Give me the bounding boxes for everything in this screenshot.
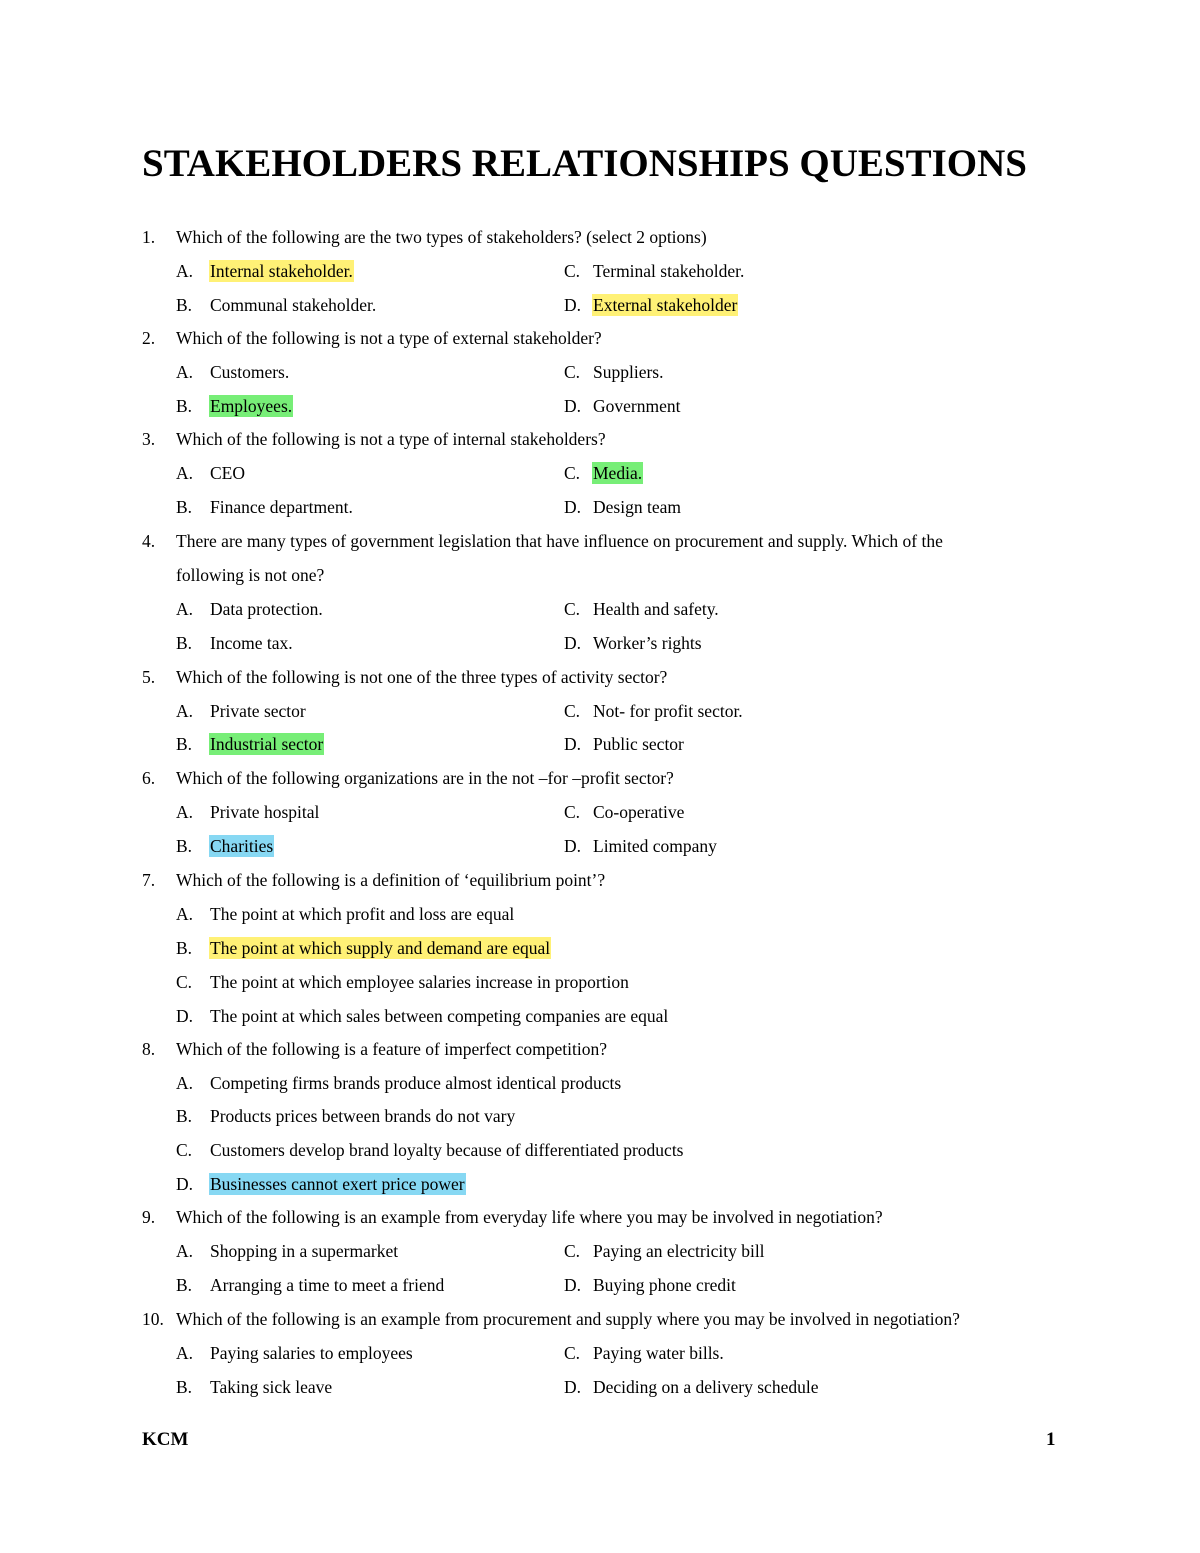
- question-text-continued: following is not one?: [176, 565, 325, 585]
- answer-option: [592, 462, 643, 484]
- question-number: 9.: [142, 1207, 156, 1227]
- question-text: Which of the following is not a type of external stakeholder?: [176, 328, 602, 348]
- option-letter: C.: [564, 802, 581, 822]
- question-number: 10.: [142, 1309, 164, 1329]
- option-text: CEO: [210, 463, 245, 483]
- answer-option: [209, 1240, 399, 1262]
- option-letter: C.: [564, 463, 581, 483]
- question-number: 2.: [142, 328, 156, 348]
- answer-option: [209, 598, 324, 620]
- answer-option: [209, 700, 307, 722]
- answer-option: [592, 294, 738, 316]
- option-text: Products prices between brands do not vary: [210, 1106, 516, 1126]
- question-number: 4.: [142, 531, 156, 551]
- question-text: Which of the following are the two types of stakeholders? (select 2 options): [176, 227, 707, 247]
- highlighted-answer-text: Employees.: [210, 396, 293, 416]
- question-text: Which of the following is a feature of imperfect competition?: [176, 1039, 608, 1059]
- option-letter: A.: [176, 802, 194, 822]
- answer-option: [209, 801, 320, 823]
- option-letter: C.: [564, 599, 581, 619]
- option-text: Deciding on a delivery schedule: [593, 1377, 819, 1397]
- option-letter: A.: [176, 463, 194, 483]
- answer-option: [209, 1342, 414, 1364]
- option-text: Not- for profit sector.: [593, 701, 743, 721]
- footer-author: KCM: [142, 1429, 189, 1450]
- option-letter: B.: [176, 734, 193, 754]
- option-letter: D.: [564, 295, 582, 315]
- answer-option: [209, 462, 246, 484]
- highlighted-answer-text: Media.: [593, 463, 643, 483]
- option-text: Customers.: [210, 362, 290, 382]
- option-text: Taking sick leave: [210, 1377, 333, 1397]
- option-letter: A.: [176, 904, 194, 924]
- option-letter: B.: [176, 497, 193, 517]
- option-letter: B.: [176, 295, 193, 315]
- option-letter: A.: [176, 1343, 194, 1363]
- answer-option: [209, 496, 354, 518]
- option-letter: B.: [176, 938, 193, 958]
- option-letter: A.: [176, 1073, 194, 1093]
- option-letter: C.: [564, 701, 581, 721]
- option-text: Customers develop brand loyalty because of differentiated products: [210, 1140, 684, 1160]
- question-number: 8.: [142, 1039, 156, 1059]
- option-text: Limited company: [593, 836, 717, 856]
- question-text: Which of the following is not one of the three types of activity sector?: [176, 667, 668, 687]
- option-text: Worker’s rights: [593, 633, 702, 653]
- option-text: Government: [593, 396, 681, 416]
- option-letter: C.: [564, 261, 581, 281]
- option-letter: B.: [176, 633, 193, 653]
- answer-option: [592, 496, 682, 518]
- option-text: Arranging a time to meet a friend: [210, 1275, 445, 1295]
- answer-option: [209, 1139, 685, 1161]
- option-letter: C.: [564, 1343, 581, 1363]
- answer-option: [592, 598, 720, 620]
- option-text: Data protection.: [210, 599, 323, 619]
- option-letter: D.: [564, 633, 582, 653]
- option-text: The point at which profit and loss are equal: [210, 904, 515, 924]
- highlighted-answer-text: Internal stakeholder.: [210, 261, 353, 281]
- option-text: Suppliers.: [593, 362, 664, 382]
- answer-option: [209, 1376, 333, 1398]
- option-text: The point at which sales between competing companies are equal: [210, 1006, 669, 1026]
- option-letter: C.: [564, 362, 581, 382]
- answer-option: [209, 1072, 622, 1094]
- question-text: Which of the following is not a type of internal stakeholders?: [176, 429, 606, 449]
- highlighted-answer-text: Charities: [210, 836, 274, 856]
- option-text: Private hospital: [210, 802, 320, 822]
- answer-option: [209, 1105, 516, 1127]
- option-text: The point at which employee salaries increase in proportion: [210, 972, 629, 992]
- answer-option: [209, 733, 324, 755]
- option-text: Income tax.: [210, 633, 293, 653]
- option-text: Terminal stakeholder.: [593, 261, 745, 281]
- option-text: Paying salaries to employees: [210, 1343, 413, 1363]
- highlighted-answer-text: Businesses cannot exert price power: [210, 1174, 465, 1194]
- option-letter: D.: [564, 734, 582, 754]
- option-letter: A.: [176, 261, 194, 281]
- option-text: Private sector: [210, 701, 306, 721]
- option-letter: B.: [176, 1275, 193, 1295]
- answer-option: [209, 294, 377, 316]
- question-number: 5.: [142, 667, 156, 687]
- answer-option: [209, 971, 630, 993]
- highlighted-answer-text: The point at which supply and demand are equal: [210, 938, 551, 958]
- answer-option: [209, 1173, 466, 1195]
- answer-option: [592, 733, 685, 755]
- question-text: Which of the following is an example from procurement and supply where you may be involved in negotiation?: [176, 1309, 960, 1329]
- option-text: Paying water bills.: [593, 1343, 724, 1363]
- page-number: 1: [1046, 1429, 1056, 1450]
- question-text: Which of the following organizations are in the not –for –profit sector?: [176, 768, 674, 788]
- option-text: Public sector: [593, 734, 684, 754]
- option-text: Health and safety.: [593, 599, 719, 619]
- answer-option: [209, 937, 551, 959]
- answer-option: [209, 903, 515, 925]
- answer-option: [592, 1240, 766, 1262]
- answer-option: [592, 395, 681, 417]
- question-number: 7.: [142, 870, 156, 890]
- option-text: Competing firms brands produce almost identical products: [210, 1073, 622, 1093]
- option-letter: D.: [564, 1377, 582, 1397]
- option-letter: D.: [564, 1275, 582, 1295]
- option-letter: C.: [176, 972, 193, 992]
- option-letter: B.: [176, 1377, 193, 1397]
- option-letter: B.: [176, 836, 193, 856]
- option-letter: A.: [176, 362, 194, 382]
- option-letter: D.: [564, 497, 582, 517]
- option-letter: C.: [176, 1140, 193, 1160]
- answer-option: [592, 801, 685, 823]
- answer-option: [592, 260, 745, 282]
- highlighted-answer-text: External stakeholder: [593, 295, 738, 315]
- answer-option: [592, 632, 703, 654]
- option-text: Paying an electricity bill: [593, 1241, 765, 1261]
- option-letter: A.: [176, 701, 194, 721]
- answer-option: [592, 835, 718, 857]
- option-letter: D.: [176, 1006, 194, 1026]
- question-text: There are many types of government legislation that have influence on procurement and supply. Which of the: [176, 531, 943, 551]
- answer-option: [209, 1005, 669, 1027]
- option-letter: D.: [564, 836, 582, 856]
- answer-option: [592, 1376, 819, 1398]
- page-title: STAKEHOLDERS RELATIONSHIPS QUESTIONS: [142, 142, 1027, 185]
- option-text: Co-operative: [593, 802, 685, 822]
- option-letter: B.: [176, 396, 193, 416]
- option-letter: D.: [176, 1174, 194, 1194]
- answer-option: [592, 700, 744, 722]
- answer-option: [592, 1342, 725, 1364]
- question-text: Which of the following is a definition of ‘equilibrium point’?: [176, 870, 606, 890]
- question-number: 6.: [142, 768, 156, 788]
- answer-option: [209, 632, 294, 654]
- option-letter: A.: [176, 599, 194, 619]
- option-text: Finance department.: [210, 497, 353, 517]
- question-number: 3.: [142, 429, 156, 449]
- option-text: Design team: [593, 497, 681, 517]
- question-number: 1.: [142, 227, 156, 247]
- answer-option: [209, 395, 293, 417]
- option-text: Buying phone credit: [593, 1275, 736, 1295]
- option-text: Communal stakeholder.: [210, 295, 377, 315]
- option-letter: A.: [176, 1241, 194, 1261]
- answer-option: [209, 361, 290, 383]
- highlighted-answer-text: Industrial sector: [210, 734, 324, 754]
- answer-option: [592, 361, 665, 383]
- option-letter: D.: [564, 396, 582, 416]
- option-text: Shopping in a supermarket: [210, 1241, 399, 1261]
- answer-option: [209, 835, 274, 857]
- answer-option: [209, 1274, 445, 1296]
- answer-option: [209, 260, 354, 282]
- answer-option: [592, 1274, 737, 1296]
- question-text: Which of the following is an example from everyday life where you may be involved in negotiation?: [176, 1207, 883, 1227]
- option-letter: C.: [564, 1241, 581, 1261]
- option-letter: B.: [176, 1106, 193, 1126]
